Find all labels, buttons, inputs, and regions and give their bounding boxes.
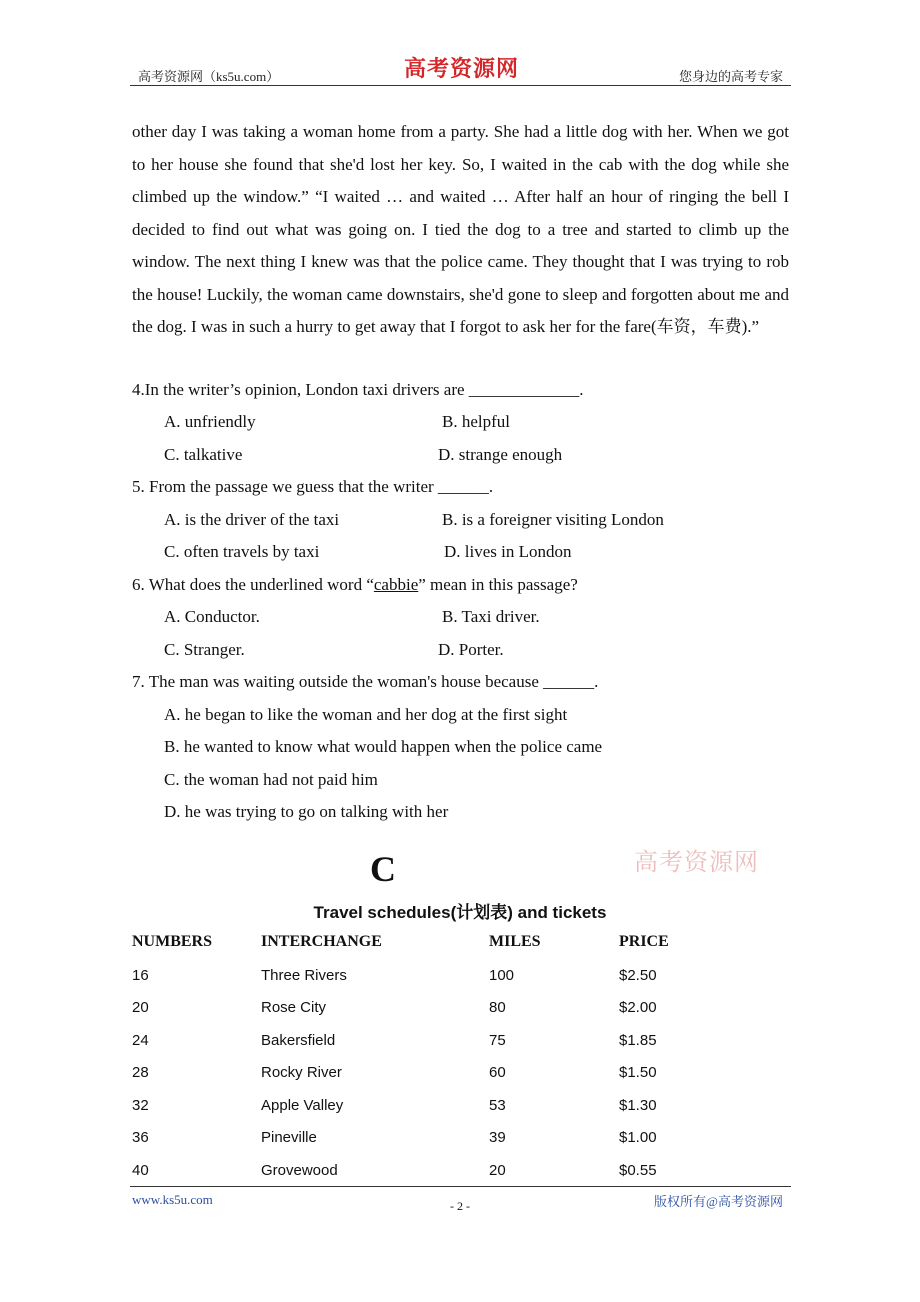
table-cell: $1.85: [619, 1032, 657, 1049]
table-cell: $0.55: [619, 1162, 657, 1179]
table-cell: 16: [132, 967, 149, 984]
question-7-option-a: A. he began to like the woman and her dog at the first sight: [164, 705, 568, 724]
table-cell: 36: [132, 1129, 149, 1146]
table-cell: 40: [132, 1162, 149, 1179]
footer-copyright: 版权所有@高考资源网: [654, 1194, 783, 1209]
question-7-option-d: D. he was trying to go on talking with her: [164, 802, 449, 821]
question-5-option-d: D. lives in London: [444, 542, 572, 561]
question-6-stem: [132, 575, 578, 595]
question-4-option-c: C. talkative: [164, 445, 243, 464]
table-title: Travel schedules(计划表) and tickets: [313, 903, 607, 922]
question-4-option-a: A. unfriendly: [164, 412, 256, 431]
table-cell: 24: [132, 1032, 149, 1049]
question-6-stem-after: ” mean in this passage?: [418, 575, 578, 594]
question-5-option-c: C. often travels by taxi: [164, 542, 320, 561]
underlined-word-cabbie: cabbie: [373, 575, 419, 594]
table-cell: Grovewood: [261, 1162, 338, 1179]
table-cell: 60: [489, 1064, 506, 1081]
passage-text: other day I was taking a woman home from a party. She had a little dog with her. When we got to her house she found that she'd lost her key. So, I waited in the cab with the dog while she climbed up the window.” “I waited … and waited … After half an hour of ringing the bell I decided to find out what was going on. I tied the dog to a tree and started to climb up the window. The next thing I knew was that the police came. They thought that I was trying to rob the house! Luckily, the woman came downstairs, she'd gone to sleep and forgotten about me and the dog. I was in such a hurry to get away that I forgot to ask her for the fare(车资，车费).”: [132, 122, 789, 336]
question-5-stem: 5. From the passage we guess that the writer ______.: [132, 477, 494, 496]
table-cell: $1.30: [619, 1097, 657, 1114]
table-cell: 100: [489, 967, 515, 984]
question-7-stem: 7. The man was waiting outside the woman's house because ______.: [132, 672, 599, 691]
table-cell: 20: [132, 999, 149, 1016]
question-6-option-d: D. Porter.: [438, 640, 504, 659]
table-cell: 80: [489, 999, 506, 1016]
question-6-option-c: C. Stranger.: [164, 640, 245, 659]
header-slogan: 您身边的高考专家: [678, 69, 783, 84]
footer-website-link[interactable]: www.ks5u.com: [132, 1192, 213, 1207]
table-header-price: PRICE: [619, 933, 669, 950]
table-cell: Apple Valley: [261, 1097, 344, 1114]
page-number: - 2 -: [450, 1199, 470, 1213]
footer-divider: [130, 1186, 791, 1187]
question-6-stem-before: 6. What does the underlined word “: [132, 575, 374, 594]
table-header-numbers: NUMBERS: [132, 933, 213, 950]
table-cell: Three Rivers: [261, 967, 347, 984]
question-7-option-b: B. he wanted to know what would happen when the police came: [164, 737, 603, 756]
question-5-option-b: B. is a foreigner visiting London: [442, 510, 664, 529]
table-cell: $2.00: [619, 999, 657, 1016]
table-cell: 75: [489, 1032, 506, 1049]
header-divider: [130, 85, 791, 86]
table-header-interchange: INTERCHANGE: [261, 933, 382, 950]
table-cell: Rocky River: [261, 1064, 342, 1081]
table-cell: Pineville: [261, 1129, 317, 1146]
header-site-name: 高考资源网（ks5u.com）: [138, 69, 280, 84]
question-4-option-d: D. strange enough: [438, 445, 563, 464]
question-6-option-a: A. Conductor.: [164, 607, 260, 626]
table-cell: 32: [132, 1097, 149, 1114]
table-cell: Bakersfield: [261, 1032, 336, 1049]
question-5-option-a: A. is the driver of the taxi: [164, 510, 340, 529]
header-logo: 高考资源网: [404, 56, 520, 82]
table-cell: Rose City: [261, 999, 327, 1016]
table-header-miles: MILES: [489, 933, 541, 950]
question-7-option-c: C. the woman had not paid him: [164, 770, 378, 789]
section-letter: C: [370, 849, 396, 889]
table-cell: $1.00: [619, 1129, 657, 1146]
watermark-logo: 高考资源网: [634, 848, 759, 876]
table-cell: 39: [489, 1129, 506, 1146]
table-cell: 28: [132, 1064, 149, 1081]
table-cell: 20: [489, 1162, 506, 1179]
table-cell: $1.50: [619, 1064, 657, 1081]
table-cell: 53: [489, 1097, 506, 1114]
question-4-option-b: B. helpful: [442, 412, 510, 431]
question-4-stem: 4.In the writer’s opinion, London taxi drivers are _____________.: [132, 380, 584, 399]
table-cell: $2.50: [619, 967, 657, 984]
question-6-option-b: B. Taxi driver.: [442, 607, 540, 626]
